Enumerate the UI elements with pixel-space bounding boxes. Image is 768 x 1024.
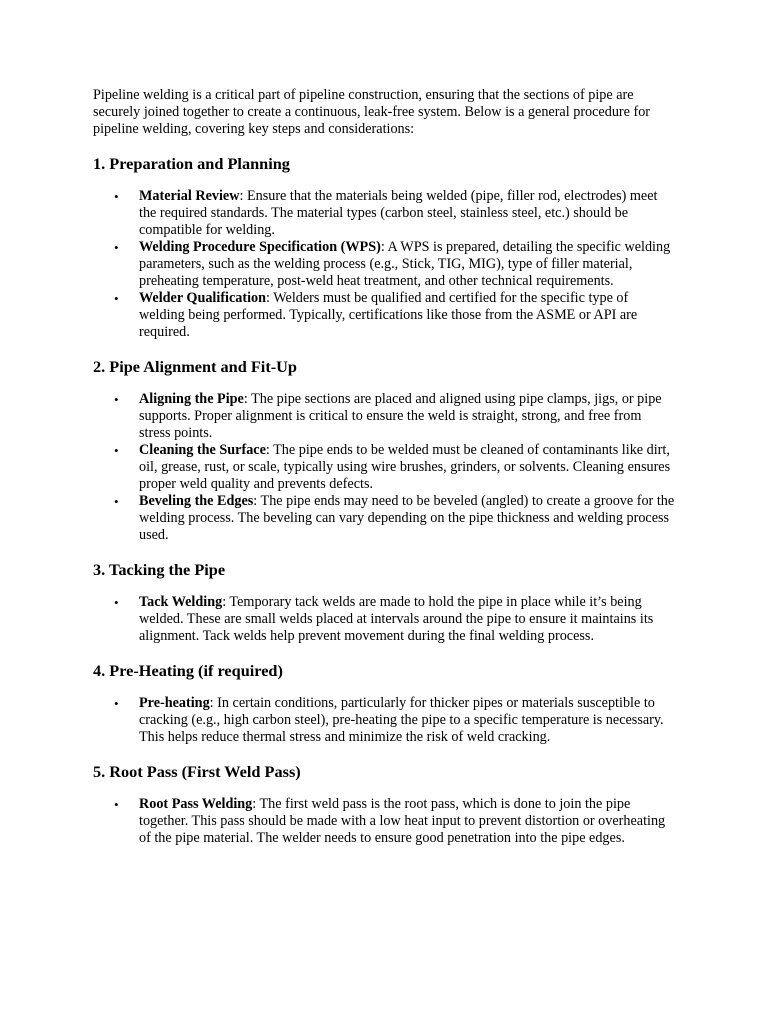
list-item xyxy=(93,594,676,645)
list-item xyxy=(93,188,676,239)
item-term: Root Pass Welding xyxy=(139,796,253,812)
item-text: : The first weld pass is the root pass, which is done to join the pipe together. This pass should be made with a low heat input to prevent distortion or overheating of the pipe material. The welder needs to ensure good penetration into the pipe edges. xyxy=(139,796,666,846)
section-heading: 4. Pre-Heating (if required) xyxy=(93,661,283,680)
section-heading: 5. Root Pass (First Weld Pass) xyxy=(93,762,301,781)
bullet-list xyxy=(93,391,676,544)
list-item xyxy=(93,290,676,341)
section-heading: 2. Pipe Alignment and Fit-Up xyxy=(93,357,297,376)
item-term: Welding Procedure Specification (WPS) xyxy=(139,239,381,255)
item-text: : The pipe sections are placed and aligned using pipe clamps, jigs, or pipe supports. Proper alignment is critical to ensure the weld is straight, strong, and free from stress points. xyxy=(139,391,662,441)
item-text: : The pipe ends to be welded must be cleaned of contaminants like dirt, oil, grease, rust, or scale, typically using wire brushes, grinders, or solvents. Cleaning ensures proper weld quality and prevents defects. xyxy=(139,442,671,492)
bullet-icon: • xyxy=(114,494,119,509)
bullet-list xyxy=(93,594,676,645)
item-text: : Welders must be qualified and certified for the specific type of welding being performed. Typically, certifications like those from the ASME or API are required. xyxy=(139,290,638,340)
sections-container xyxy=(93,154,676,847)
bullet-icon: • xyxy=(114,240,119,255)
item-text: : A WPS is prepared, detailing the specific welding parameters, such as the welding process (e.g., Stick, TIG, MIG), type of filler material, preheating temperature, post-weld heat treatment, and other technical requirements. xyxy=(139,239,671,289)
bullet-icon: • xyxy=(114,595,119,610)
item-term: Welder Qualification xyxy=(139,290,267,306)
bullet-icon: • xyxy=(114,696,119,711)
bullet-list xyxy=(93,695,676,746)
item-term: Beveling the Edges xyxy=(139,493,254,509)
list-item xyxy=(93,391,676,442)
item-text: : Temporary tack welds are made to hold the pipe in place while it’s being welded. These are small welds placed at intervals around the pipe to ensure it maintains its alignment. Tack welds help prevent movement during the final welding process. xyxy=(139,594,654,644)
list-item xyxy=(93,695,676,746)
item-term: Material Review xyxy=(139,188,240,204)
item-term: Aligning the Pipe xyxy=(139,391,244,407)
bullet-list xyxy=(93,796,676,847)
bullet-list xyxy=(93,188,676,341)
list-item xyxy=(93,442,676,493)
item-text: : In certain conditions, particularly for thicker pipes or materials susceptible to cracking (e.g., high carbon steel), pre-heating the pipe to a specific temperature is necessary. This helps reduce thermal stress and minimize the risk of weld cracking. xyxy=(139,695,664,745)
item-text: : Ensure that the materials being welded (pipe, filler rod, electrodes) meet the required standards. The material types (carbon steel, stainless steel, etc.) should be compatible for welding. xyxy=(139,188,658,238)
item-term: Pre-heating xyxy=(139,695,210,711)
bullet-icon: • xyxy=(114,797,119,812)
section-heading: 3. Tacking the Pipe xyxy=(93,560,226,579)
bullet-icon: • xyxy=(114,291,119,306)
intro-paragraph: Pipeline welding is a critical part of pipeline construction, ensuring that the sections of pipe are securely joined together to create a continuous, leak-free system. Below is a general procedure for pipeline welding, covering key steps and considerations: xyxy=(93,87,651,137)
item-term: Tack Welding xyxy=(139,594,223,610)
item-term: Cleaning the Surface xyxy=(139,442,266,458)
bullet-icon: • xyxy=(114,443,119,458)
item-text: : The pipe ends may need to be beveled (angled) to create a groove for the welding process. The beveling can vary depending on the pipe thickness and welding process used. xyxy=(139,493,675,543)
list-item xyxy=(93,796,676,847)
bullet-icon: • xyxy=(114,189,119,204)
bullet-icon: • xyxy=(114,392,119,407)
list-item xyxy=(93,493,676,544)
section-heading: 1. Preparation and Planning xyxy=(93,154,290,173)
list-item xyxy=(93,239,676,290)
